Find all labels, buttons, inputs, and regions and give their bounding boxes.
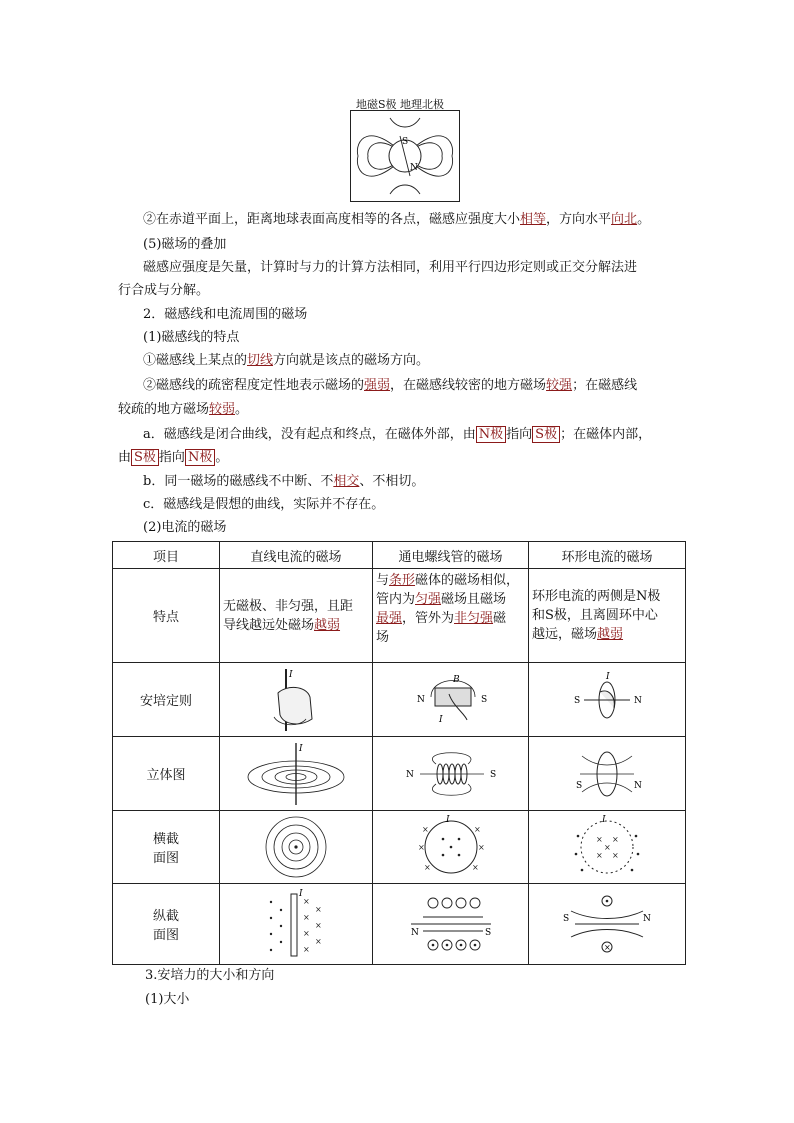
svg-text:S: S xyxy=(484,928,491,938)
section3-title: 3.安培力的大小和方向 xyxy=(145,968,275,983)
superposition-title: (5)磁场的叠加 xyxy=(143,237,227,252)
svg-text:×: × xyxy=(315,905,322,914)
row-label-features: 特点 xyxy=(113,569,220,663)
svg-text:×: × xyxy=(423,863,431,873)
svg-text:S: S xyxy=(576,780,583,791)
svg-text:N: N xyxy=(410,928,419,938)
svg-text:I: I xyxy=(438,714,443,725)
hand-loop-figure xyxy=(562,670,652,730)
long-loop-figure xyxy=(557,891,657,957)
svg-text:×: × xyxy=(303,913,310,922)
row-label-long: 纵截 面图 xyxy=(113,884,220,965)
header-straight: 直线电流的磁场 xyxy=(220,542,373,569)
hand-straight-figure xyxy=(256,667,336,733)
long-solenoid-figure xyxy=(401,891,501,957)
3d-loop-figure xyxy=(552,744,662,804)
svg-text:I: I xyxy=(299,889,303,899)
section2-2: (2)电流的磁场 xyxy=(143,520,227,535)
feature-loop: 环形电流的两侧是N极 和S极，且离圆环中心 越远，磁场越弱 xyxy=(529,569,686,663)
svg-text:×: × xyxy=(315,921,322,930)
svg-text:N: N xyxy=(634,780,642,791)
n-pole-label: N xyxy=(410,163,418,173)
svg-text:N: N xyxy=(416,694,425,705)
svg-text:I: I xyxy=(602,815,606,826)
svg-text:×: × xyxy=(471,863,479,873)
svg-text:S: S xyxy=(563,914,570,924)
header-solenoid: 通电螺线管的磁场 xyxy=(373,542,529,569)
svg-text:×: × xyxy=(303,897,310,906)
feature-straight: 无磁极、非匀强，且距 导线越远处磁场越弱 xyxy=(220,569,373,663)
svg-text:×: × xyxy=(315,937,322,946)
cross-loop-cell xyxy=(529,811,686,884)
svg-text:×: × xyxy=(303,929,310,938)
long-loop-cell xyxy=(529,884,686,965)
svg-text:S: S xyxy=(480,694,487,705)
svg-text:×: × xyxy=(477,843,485,853)
svg-text:S: S xyxy=(574,695,581,706)
svg-text:N: N xyxy=(634,695,642,706)
table-header-row xyxy=(113,542,686,569)
svg-text:I: I xyxy=(299,743,303,754)
current-field-table xyxy=(112,541,686,965)
svg-text:×: × xyxy=(596,851,603,861)
equator-line: ②在赤道平面上，距离地球表面高度相等的各点，磁感应强度大小相等，方向水平向北。 xyxy=(143,212,651,227)
svg-text:×: × xyxy=(596,835,603,845)
row-label-3d: 立体图 xyxy=(113,737,220,811)
row-cross-section xyxy=(113,811,686,884)
header-loop: 环形电流的磁场 xyxy=(529,542,686,569)
section2-title: 2．磁感线和电流周围的磁场 xyxy=(143,307,308,322)
3d-solenoid-figure xyxy=(396,744,506,804)
row-longitudinal xyxy=(113,884,686,965)
svg-text:B: B xyxy=(452,674,460,685)
3d-solenoid-cell xyxy=(373,737,529,811)
superposition-p1: 磁感应强度是矢量，计算时与力的计算方法相同，利用平行四边形定则或正交分解法进 xyxy=(143,260,638,275)
ampere-solenoid-cell xyxy=(373,663,529,737)
hand-solenoid-figure xyxy=(401,670,501,730)
row-ampere-rule xyxy=(113,663,686,737)
point-2-cont: 较疏的地方磁场较弱。 xyxy=(118,402,249,417)
s-pole-label: S xyxy=(402,137,409,147)
long-solenoid-cell xyxy=(373,884,529,965)
svg-text:S: S xyxy=(489,769,496,780)
row-label-ampere: 安培定则 xyxy=(113,663,220,737)
header-item: 项目 xyxy=(113,542,220,569)
row-label-cross: 横截 面图 xyxy=(113,811,220,884)
svg-text:×: × xyxy=(417,843,425,853)
long-straight-figure xyxy=(261,888,331,960)
ampere-loop-cell xyxy=(529,663,686,737)
item-c: c．磁感线是假想的曲线，实际并不存在。 xyxy=(143,497,385,512)
svg-text:I: I xyxy=(606,671,610,682)
svg-text:I: I xyxy=(445,815,450,826)
3d-straight-figure xyxy=(241,741,351,807)
cross-solenoid-cell xyxy=(373,811,529,884)
section3-1: (1)大小 xyxy=(145,992,190,1007)
cross-solenoid-figure xyxy=(416,814,486,880)
svg-text:N: N xyxy=(643,914,651,924)
cross-straight-cell xyxy=(220,811,373,884)
3d-straight-cell xyxy=(220,737,373,811)
long-straight-cell xyxy=(220,884,373,965)
3d-loop-cell xyxy=(529,737,686,811)
ampere-straight-cell xyxy=(220,663,373,737)
svg-text:×: × xyxy=(473,825,481,835)
svg-text:×: × xyxy=(303,945,310,954)
current-label: I xyxy=(289,669,293,680)
item-b: b．同一磁场的磁感线不中断、不相交、不相切。 xyxy=(143,474,425,489)
svg-text:×: × xyxy=(612,835,619,845)
earth-field-figure xyxy=(350,110,460,202)
section2-1: (1)磁感线的特点 xyxy=(143,330,240,345)
row-3d xyxy=(113,737,686,811)
svg-text:×: × xyxy=(612,851,619,861)
row-features xyxy=(113,569,686,663)
feature-solenoid: 与条形磁体的磁场相似， 管内为匀强磁场且磁场 最强，管外为非匀强磁 场 xyxy=(373,569,529,663)
svg-text:×: × xyxy=(604,943,611,952)
svg-text:N: N xyxy=(405,769,414,780)
point-1: ①磁感线上某点的切线方向就是该点的磁场方向。 xyxy=(143,353,430,368)
point-2: ②磁感线的疏密程度定性地表示磁场的强弱，在磁感线较密的地方磁场较强；在磁感线 xyxy=(143,378,638,393)
item-a-cont: 由 S极 指向 N极 。 xyxy=(118,450,229,465)
superposition-p2: 行合成与分解。 xyxy=(118,283,210,298)
item-a: a．磁感线是闭合曲线，没有起点和终点，在磁体外部，由 N极 指向 S极 ；在磁体内部， xyxy=(143,427,652,442)
svg-text:×: × xyxy=(421,825,429,835)
svg-text:×: × xyxy=(604,843,611,853)
figure-caption: 地磁S极 地理北极 xyxy=(356,98,445,111)
cross-straight-figure xyxy=(261,814,331,880)
cross-loop-figure xyxy=(572,814,642,880)
